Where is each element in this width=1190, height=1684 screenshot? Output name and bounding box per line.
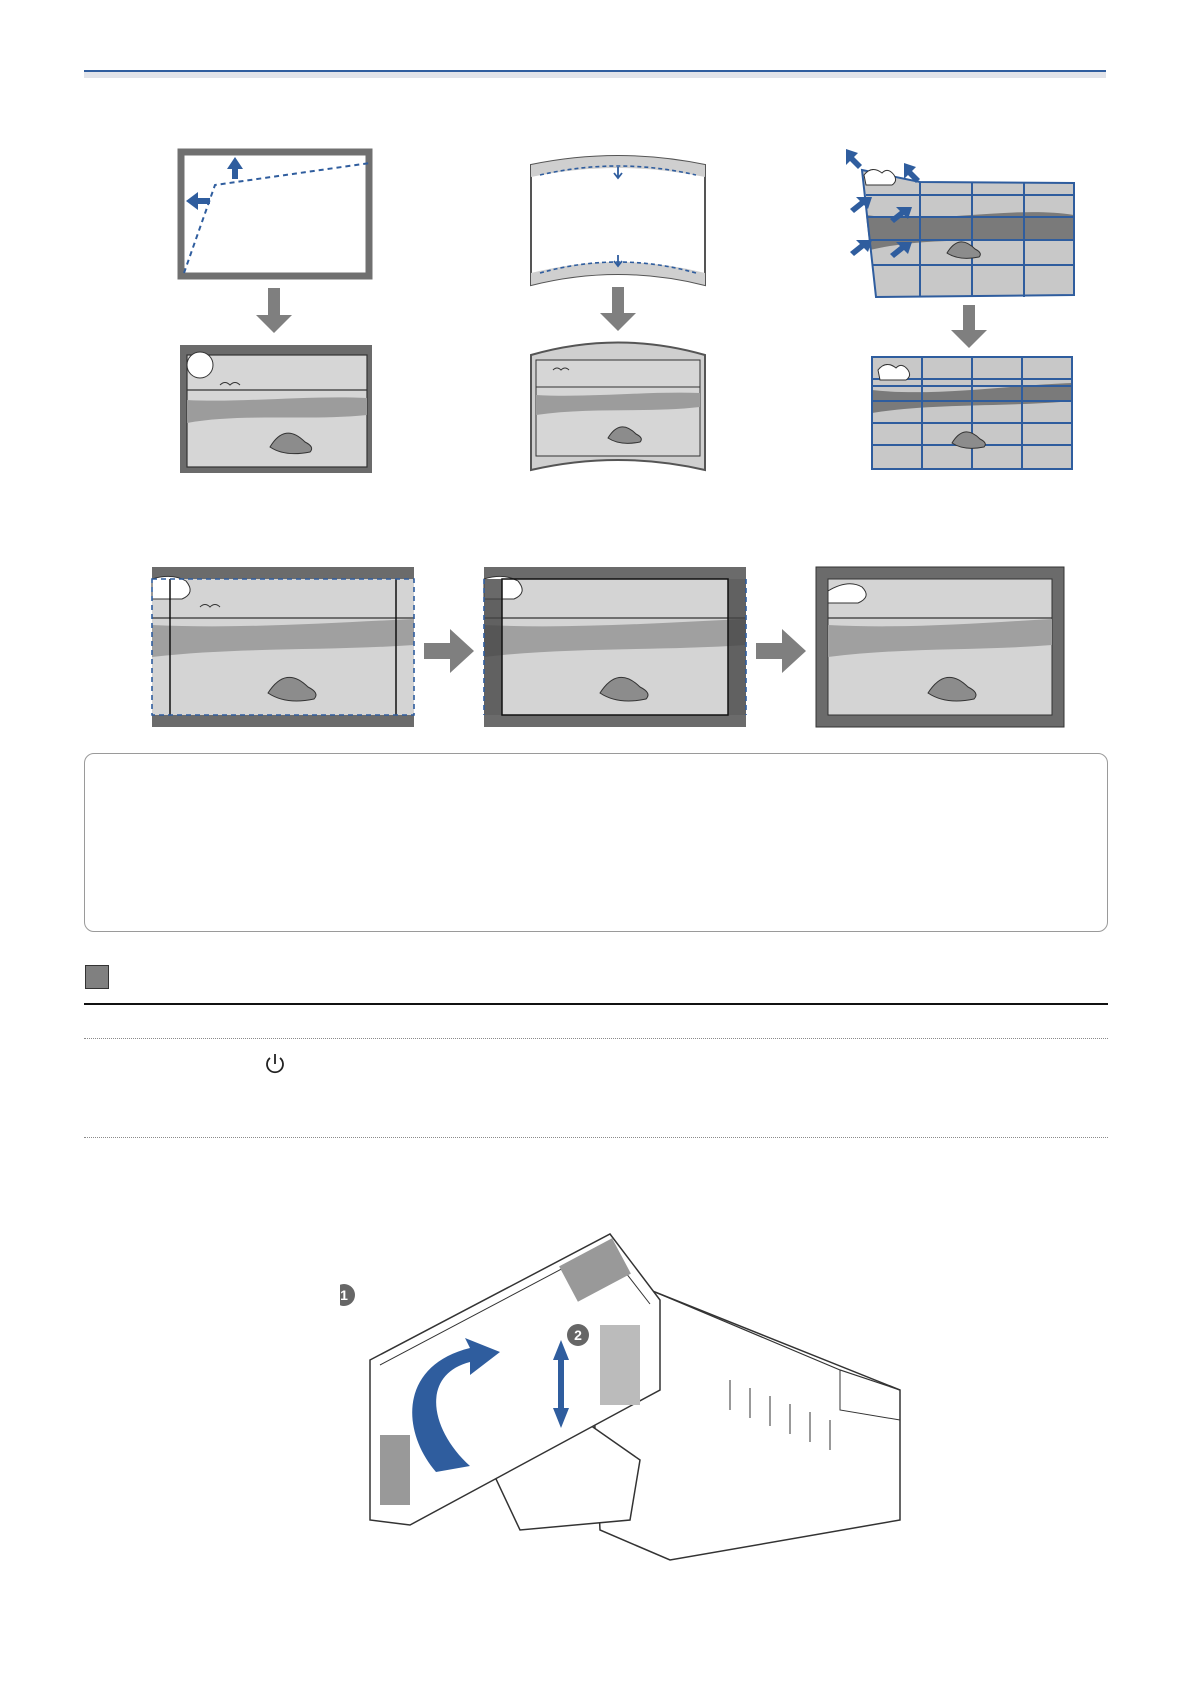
section-square-icon xyxy=(85,965,109,989)
before-screen xyxy=(181,152,369,276)
projector-cover-illustration xyxy=(340,1230,910,1580)
point-correction-figure xyxy=(842,145,1082,475)
note-box xyxy=(84,753,1108,932)
crop-panel-middle xyxy=(484,567,746,727)
crop-sequence-figure xyxy=(148,563,1068,733)
section-heading xyxy=(84,963,1108,1005)
crop-panel-after xyxy=(816,567,1064,727)
procedure-divider-bottom xyxy=(84,1137,1108,1138)
down-arrow-icon xyxy=(600,287,636,331)
down-arrow-icon xyxy=(951,305,987,348)
header-rule xyxy=(84,70,1106,78)
curved-surface-figure xyxy=(528,155,708,480)
step-1-label: 1 xyxy=(340,1287,348,1303)
down-arrow-icon xyxy=(256,288,292,333)
crop-panel-before xyxy=(152,567,414,727)
right-arrow-icon xyxy=(424,629,474,673)
procedure-divider-top xyxy=(84,1038,1108,1039)
quick-corner-figure xyxy=(170,145,380,480)
step-2-label: 2 xyxy=(574,1327,582,1343)
right-arrow-icon xyxy=(756,629,806,673)
power-icon xyxy=(262,1051,288,1077)
